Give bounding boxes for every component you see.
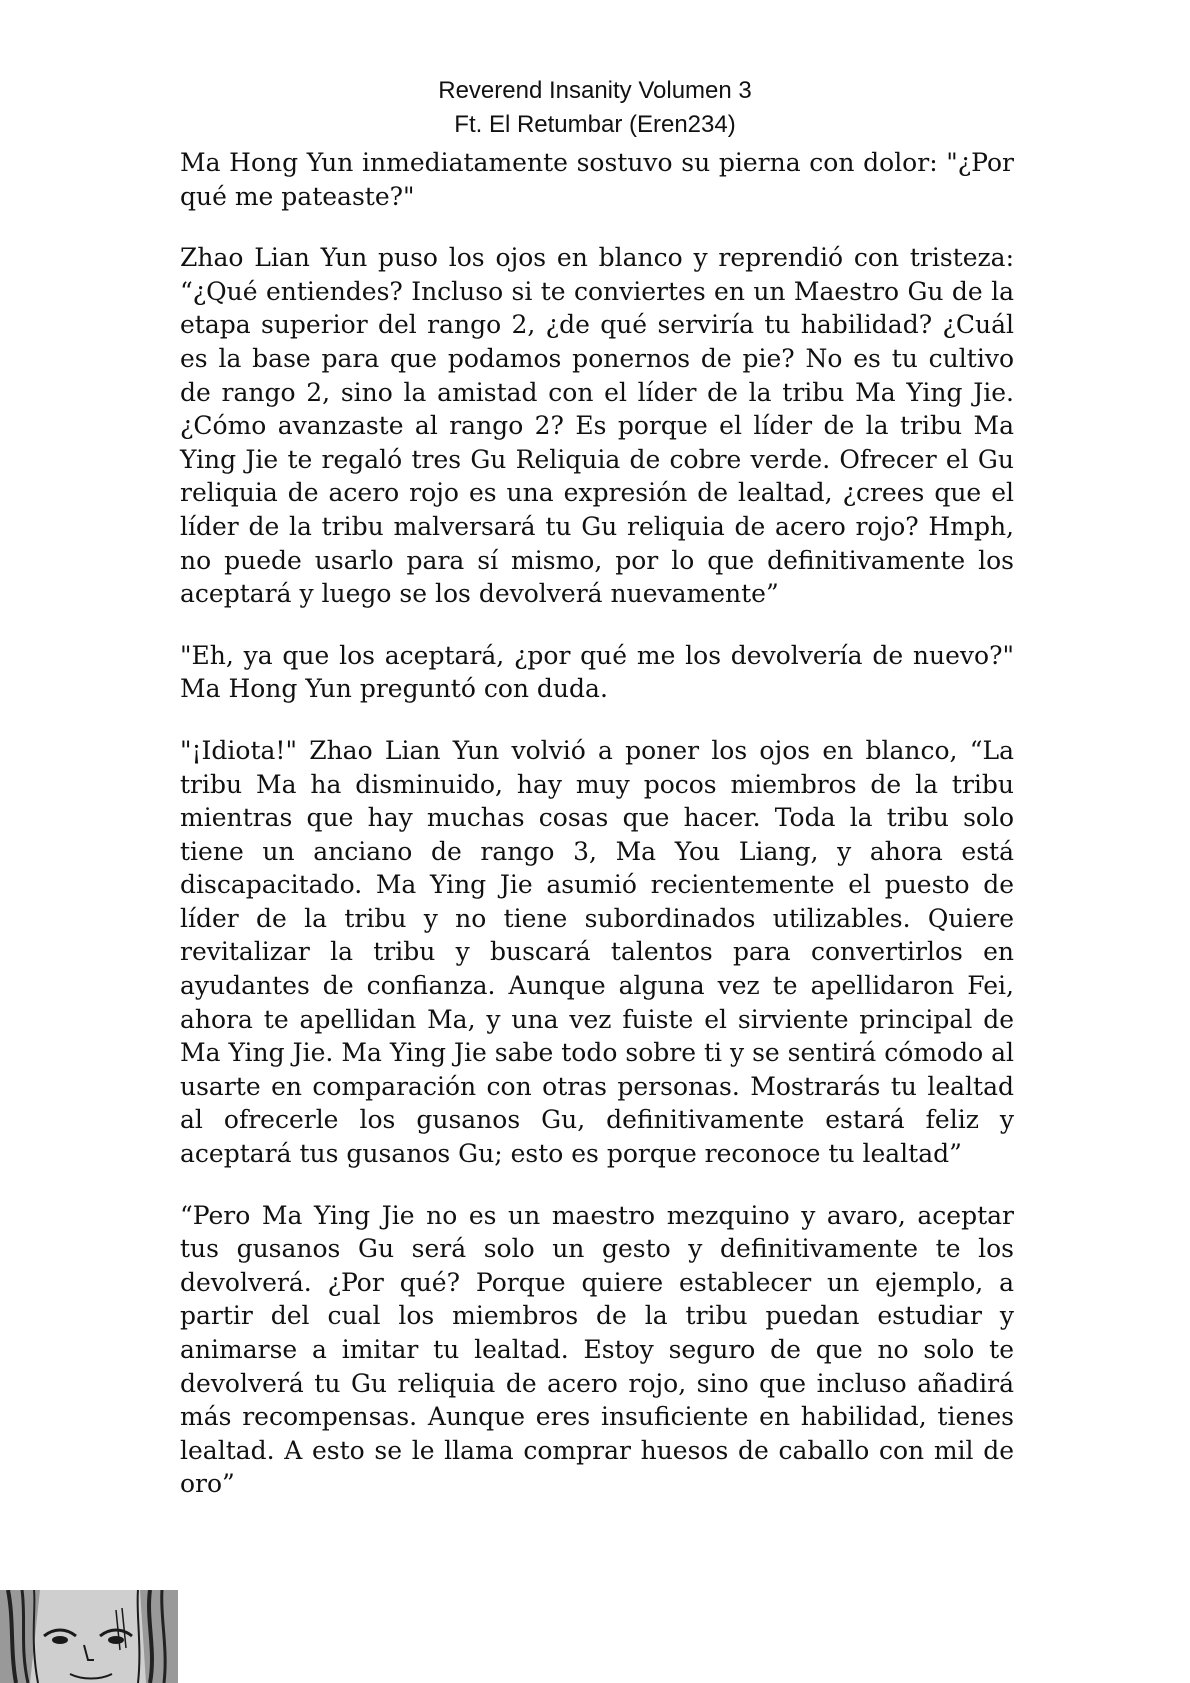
paragraph: Zhao Lian Yun puso los ojos en blanco y reprendió con tristeza: “¿Qué entiendes? Incluso si te conviertes en un Maestro Gu de la etapa superior del rango 2, ¿de qué serviría tu habilidad? ¿Cuál es la base para que podamos ponernos de pie? No es tu cultivo de rango 2, sino la amistad con el líder de la tribu Ma Ying Jie. ¿Cómo avanzaste al rango 2? Es porque el líder de la tribu Ma Ying Jie te regaló tres Gu Reliquia de cobre verde. Ofrecer el Gu reliquia de acero rojo es una expresión de lealtad, ¿crees que el líder de la tribu malversará tu Gu reliquia de acero rojo? Hmph, no puede usarlo para sí mismo, por lo que definitivamente los aceptará y luego se los devolverá nuevamente” xyxy=(180,243,1014,609)
header-title: Reverend Insanity Volumen 3 xyxy=(438,77,752,104)
paragraph: “Pero Ma Ying Jie no es un maestro mezquino y avaro, aceptar tus gusanos Gu será solo un gesto y definitivamente te los devolverá. ¿Por qué? Porque quiere establecer un ejemplo, a partir del cual los miembros de la tribu puedan estudiar y animarse a imitar tu lealtad. Estoy seguro de que no solo te devolverá tu Gu reliquia de acero rojo, sino que incluso añadirá más recompensas. Aunque eres insuficiente en habilidad, tienes lealtad. A esto se le llama comprar huesos de caballo con mil de oro” xyxy=(180,1200,1014,1499)
document-body xyxy=(180,146,1014,1529)
paragraph: Ma Hong Yun inmediatamente sostuvo su pierna con dolor: "¿Por qué me pateaste?" xyxy=(180,148,1014,211)
header-subtitle: Ft. El Retumbar (Eren234) xyxy=(454,111,736,138)
paragraph: "¡Idiota!" Zhao Lian Yun volvió a poner los ojos en blanco, “La tribu Ma ha disminuido, hay muy pocos miembros de la tribu mientras que hay muchas cosas que hacer. Toda la tribu solo tiene un anciano de rango 3, Ma You Liang, y ahora está discapacitado. Ma Ying Jie asumió recientemente el puesto de líder de la tribu y no tiene subordinados utilizables. Quiere revitalizar la tribu y buscará talentos para convertirlos en ayudantes de confianza. Aunque alguna vez te apellidaron Fei, ahora te apellidan Ma, y una vez fuiste el sirviente principal de Ma Ying Jie. Ma Ying Jie sabe todo sobre ti y se sentirá cómodo al usarte en comparación con otras personas. Mostrarás tu lealtad al ofrecerle los gusanos Gu, definitivamente estará feliz y aceptará tus gusanos Gu; esto es porque reconoce tu lealtad” xyxy=(180,735,1014,1169)
corner-illustration xyxy=(0,1590,178,1683)
page-header xyxy=(0,74,1190,142)
paragraph: "Eh, ya que los aceptará, ¿por qué me los devolvería de nuevo?" Ma Hong Yun preguntó con duda. xyxy=(180,640,1014,704)
